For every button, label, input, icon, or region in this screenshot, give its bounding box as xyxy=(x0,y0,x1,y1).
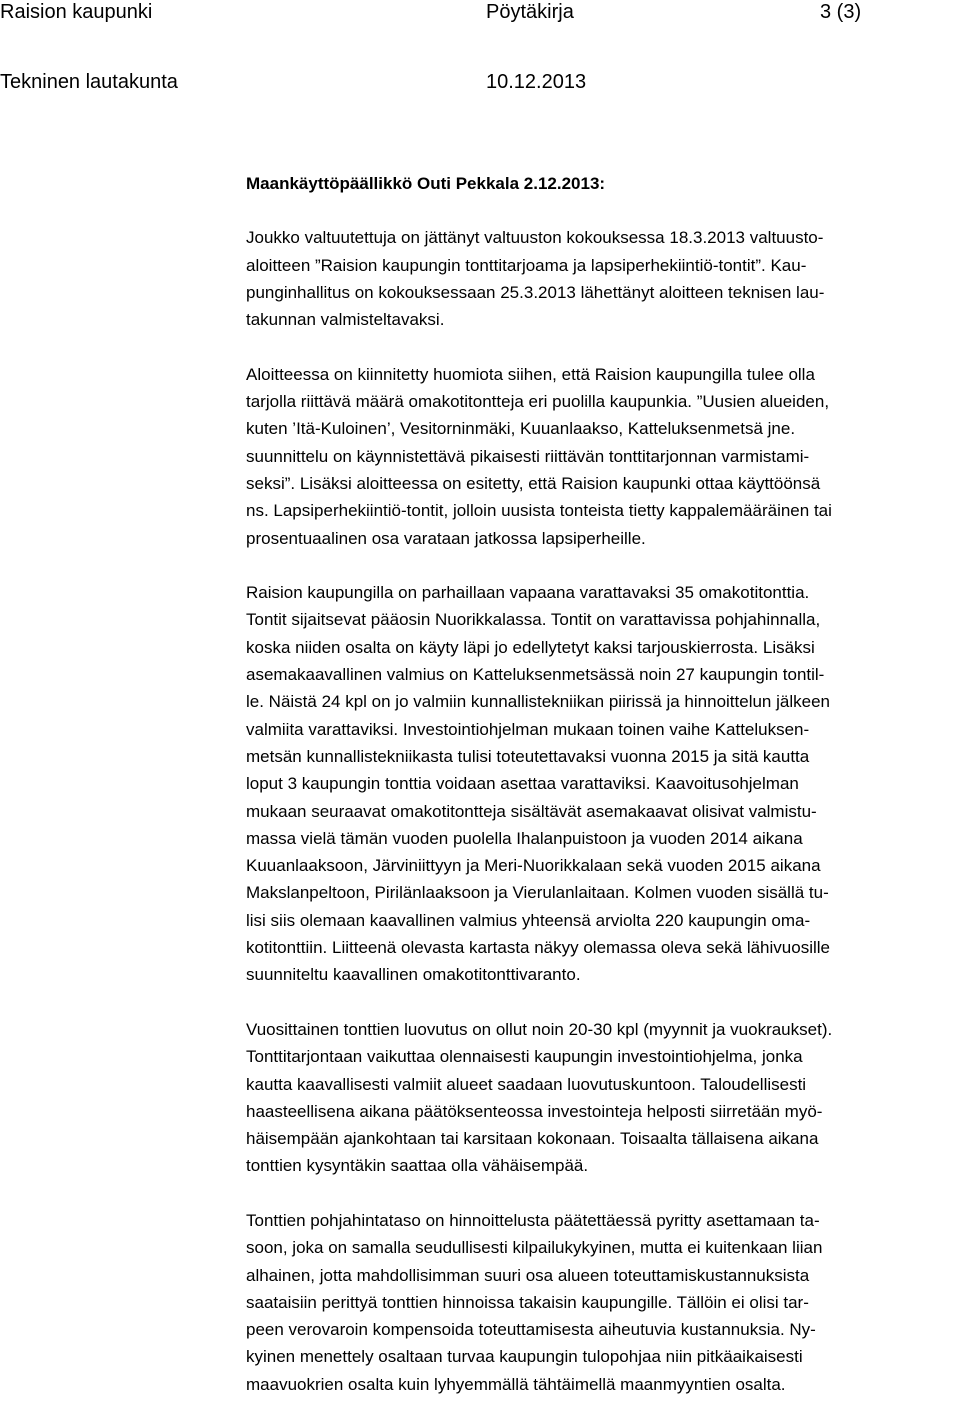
text-line: maavuokrien osalta kuin lyhyemmällä tähtäimellä maanmyyntien osalta. xyxy=(246,1374,786,1394)
text-line: peen verovaroin kompensoida toteuttamisesta aiheutuvia kustannuksia. Ny- xyxy=(246,1320,816,1340)
text-line: kautta kaavallisesti valmiit alueet saadaan luovutuskuntoon. Taloudellisesti xyxy=(246,1074,807,1094)
text-line: Aloitteessa on kiinnitetty huomiota siihen, että Raision kaupungilla tulee olla xyxy=(246,364,815,384)
paragraph xyxy=(246,224,960,333)
text-line: valmiita varattaviksi. Investointiohjelman mukaan toinen vaihe Katteluksen- xyxy=(246,719,810,739)
text-line: kotitonttiin. Liitteenä olevasta kartasta näkyy olemassa oleva sekä lähivuosille xyxy=(246,938,830,958)
text-line: tarjolla riittävä määrä omakotitontteja eri puolilla kaupunkia. ”Uusien alueiden, xyxy=(246,392,830,412)
section-heading: Maankäyttöpäällikkö Outi Pekkala 2.12.2013: xyxy=(246,174,606,193)
text-line: aloitteen ”Raision kaupungin tonttitarjoama ja lapsiperhekiintiö-tontit”. Kau- xyxy=(246,255,807,275)
paragraph xyxy=(246,361,960,552)
text-line: Kuuanlaaksoon, Järviniittyyn ja Meri-Nuorikkalaan sekä vuoden 2015 aikana xyxy=(246,856,821,876)
page-number: 3 (3) xyxy=(820,1,862,23)
text-line: metsän kunnallistekniikasta tulisi toteutettavaksi vuonna 2015 ja sitä kautta xyxy=(246,746,810,766)
text-line: kuten ’Itä-Kuloinen’, Vesitorninmäki, Kuuanlaakso, Katteluksenmetsä jne. xyxy=(246,419,796,439)
document-type: Pöytäkirja xyxy=(486,1,574,23)
text-line: seksi”. Lisäksi aloitteessa on esitetty, että Raision kaupunki ottaa käyttöönsä xyxy=(246,473,821,493)
organization-name: Raision kaupunki xyxy=(0,1,153,23)
paragraph xyxy=(246,579,960,988)
text-line: haasteellisena aikana päätöksenteossa investointeja helposti siirretään myö- xyxy=(246,1101,823,1121)
text-line: Raision kaupungilla on parhaillaan vapaana varattavaksi 35 omakotitonttia. xyxy=(246,583,810,603)
text-line: kyinen menettely osaltaan turvaa kaupungin tulopohjaa niin pitkäaikaisesti xyxy=(246,1347,803,1367)
text-line: asemakaavallinen valmius on Katteluksenmetsässä noin 27 kaupungin tontil- xyxy=(246,665,825,685)
text-line: Vuosittainen tonttien luovutus on ollut noin 20-30 kpl (myynnit ja vuokraukset). xyxy=(246,1019,833,1039)
paragraph xyxy=(246,1207,960,1398)
text-line: mukaan seuraavat omakotitontteja sisältävät asemakaavat olisivat valmistu- xyxy=(246,801,817,821)
text-line: häisempään ajankohtaan tai karsitaan kokonaan. Toisaalta tällaisena aikana xyxy=(246,1129,819,1149)
text-line: Makslanpeltoon, Pirilänlaaksoon ja Vierulanlaitaan. Kolmen vuoden sisällä tu- xyxy=(246,883,829,903)
text-line: takunnan valmisteltavaksi. xyxy=(246,310,445,330)
text-line: ns. Lapsiperhekiintiö-tontit, jolloin uusista tonteista tietty kappalemääräinen tai xyxy=(246,501,832,521)
text-line: massa vielä tämän vuoden puolella Ihalanpuistoon ja vuoden 2014 aikana xyxy=(246,828,803,848)
text-line: Tontit sijaitsevat pääosin Nuorikkalassa. Tontit on varattavissa pohjahinnalla, xyxy=(246,610,821,630)
text-line: Tonttien pohjahintataso on hinnoittelusta päätettäessä pyritty asettamaan ta- xyxy=(246,1210,820,1230)
meeting-date: 10.12.2013 xyxy=(486,71,587,93)
text-line: lisi siis olemaan kaavallinen valmius yhteensä arviolta 220 kaupungin oma- xyxy=(246,910,811,930)
text-line: soon, joka on samalla seudullisesti kilpailukykyinen, mutta ei kuitenkaan liian xyxy=(246,1238,823,1258)
paragraph xyxy=(246,1016,960,1180)
document-body xyxy=(246,170,960,1425)
committee-name: Tekninen lautakunta xyxy=(0,71,178,93)
text-line: suunnittelu on käynnistettävä pikaisesti riittävän tonttitarjonnan varmistami- xyxy=(246,446,810,466)
text-line: le. Näistä 24 kpl on jo valmiin kunnallistekniikan piirissä ja hinnoittelun jälkeen xyxy=(246,692,830,712)
text-line: loput 3 kaupungin tonttia voidaan asettaa varattaviksi. Kaavoitusohjelman xyxy=(246,774,799,794)
text-line: tonttien kysyntäkin saattaa olla vähäisempää. xyxy=(246,1156,589,1176)
text-line: Joukko valtuutettuja on jättänyt valtuuston kokouksessa 18.3.2013 valtuusto- xyxy=(246,228,824,248)
text-line: prosentuaalinen osa varataan jatkossa lapsiperheille. xyxy=(246,528,646,548)
text-line: saataisiin perittyä tonttien hinnoissa takaisin kaupungille. Tällöin ei olisi tar- xyxy=(246,1292,809,1312)
text-line: koska niiden osalta on käyty läpi jo edellytetyt kaksi tarjouskierrosta. Lisäksi xyxy=(246,637,815,657)
text-line: Tonttitarjontaan vaikuttaa olennaisesti kaupungin investointiohjelma, jonka xyxy=(246,1047,803,1067)
text-line: suunniteltu kaavallinen omakotitonttivaranto. xyxy=(246,965,581,985)
text-line: alhainen, jotta mahdollisimman suuri osa alueen toteuttamiskustannuksista xyxy=(246,1265,810,1285)
text-line: punginhallitus on kokouksessaan 25.3.2013 lähettänyt aloitteen teknisen lau- xyxy=(246,282,825,302)
